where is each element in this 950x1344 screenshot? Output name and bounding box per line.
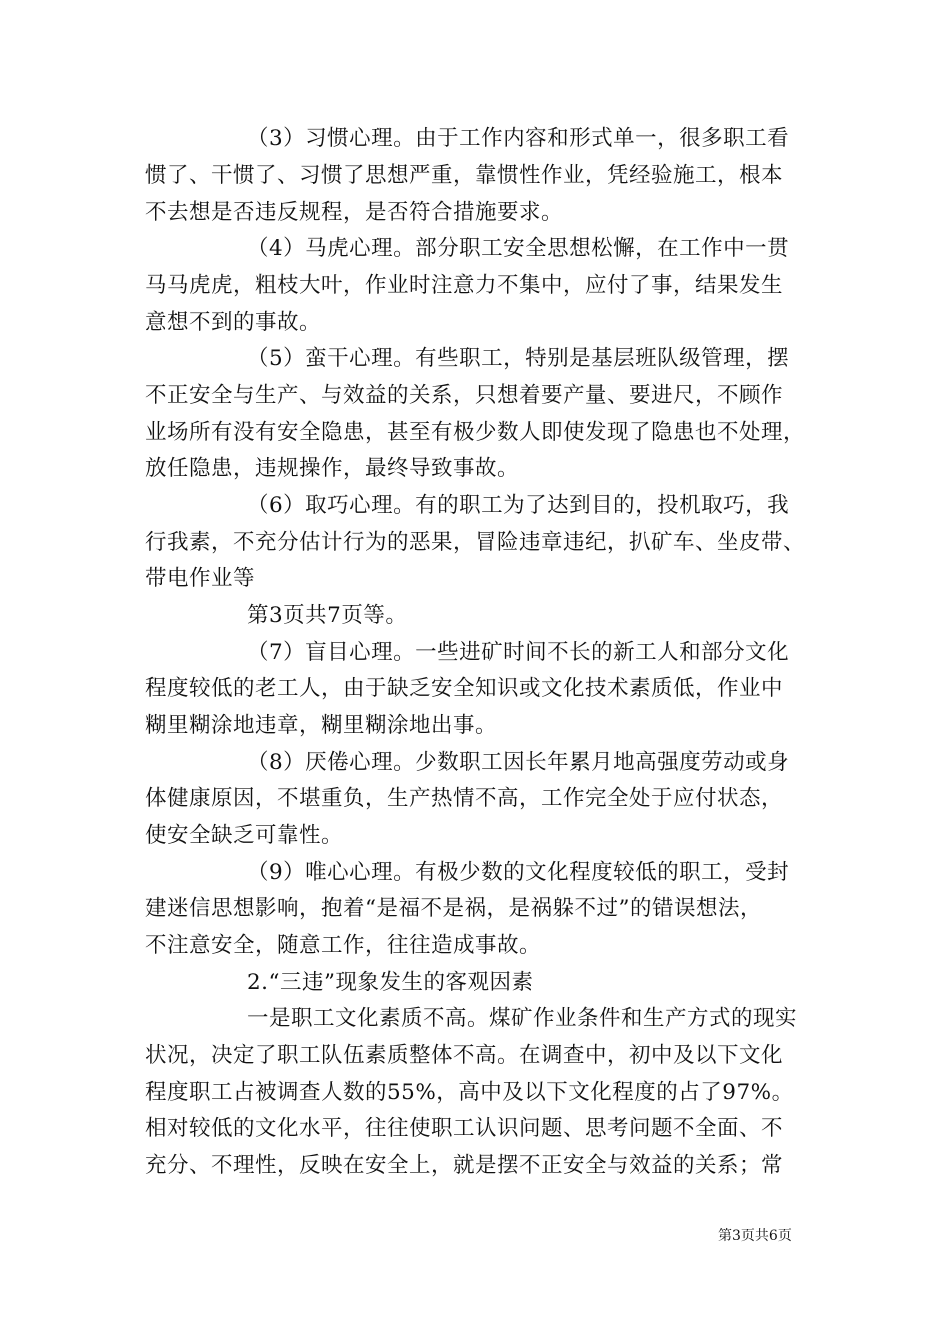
text-line: 一是职工文化素质不高。煤矿作业条件和生产方式的现实 [247, 1006, 798, 1031]
text-line: 第3页共7页等。 [247, 603, 408, 628]
text-line: 程度职工占被调查人数的55%，高中及以下文化程度的占了97%。 [145, 1080, 794, 1105]
text-line: 惯了、干惯了、习惯了思想严重，靠惯性作业，凭经验施工，根本 [145, 163, 784, 188]
page-footer: 第3页共6页 [718, 1228, 792, 1244]
text-line: （9）唯心心理。有极少数的文化程度较低的职工，受封 [247, 860, 790, 885]
text-line: （7）盲目心理。一些进矿时间不长的新工人和部分文化 [247, 640, 790, 665]
text-line: 相对较低的文化水平，往往使职工认识问题、思考问题不全面、不 [145, 1116, 784, 1141]
text-line: 马马虎虎，粗枝大叶，作业时注意力不集中，应付了事，结果发生 [145, 273, 784, 298]
text-line: 糊里糊涂地违章，糊里糊涂地出事。 [145, 713, 498, 738]
section-heading: 2.“三违”现象发生的客观因素 [247, 970, 534, 995]
text-line: 程度较低的老工人，由于缺乏安全知识或文化技术素质低，作业中 [145, 676, 784, 701]
text-line: （3）习惯心理。由于工作内容和形式单一，很多职工看 [247, 126, 790, 151]
text-line: 带电作业等 [145, 566, 256, 591]
text-line: （4）马虎心理。部分职工安全思想松懈，在工作中一贯 [247, 236, 790, 261]
text-line: 不正安全与生产、与效益的关系，只想着要产量、要进尺，不顾作 [145, 383, 784, 408]
text-line: 放任隐患，违规操作，最终导致事故。 [145, 456, 520, 481]
text-line: 建迷信思想影响，抱着“是福不是祸，是祸躲不过”的错误想法， [145, 896, 762, 921]
text-line: （8）厌倦心理。少数职工因长年累月地高强度劳动或身 [247, 750, 790, 775]
text-line: 不注意安全，随意工作，往往造成事故。 [145, 933, 542, 958]
text-line: 意想不到的事故。 [145, 310, 322, 335]
text-line: 状况，决定了职工队伍素质整体不高。在调查中，初中及以下文化 [145, 1043, 784, 1068]
text-line: （5）蛮干心理。有些职工，特别是基层班队级管理，摆 [247, 346, 790, 371]
text-line: 业场所有没有安全隐患，甚至有极少数人即使发现了隐患也不处理， [145, 420, 806, 445]
text-line: 体健康原因，不堪重负，生产热情不高，工作完全处于应付状态， [145, 786, 784, 811]
text-line: 不去想是否违反规程，是否符合措施要求。 [145, 200, 564, 225]
text-line: 行我素，不充分估计行为的恶果，冒险违章违纪，扒矿车、坐皮带、 [145, 530, 806, 555]
text-line: 使安全缺乏可靠性。 [145, 823, 344, 848]
text-line: （6）取巧心理。有的职工为了达到目的，投机取巧，我 [247, 493, 790, 518]
text-line: 充分、不理性，反映在安全上，就是摆不正安全与效益的关系；常 [145, 1153, 784, 1178]
